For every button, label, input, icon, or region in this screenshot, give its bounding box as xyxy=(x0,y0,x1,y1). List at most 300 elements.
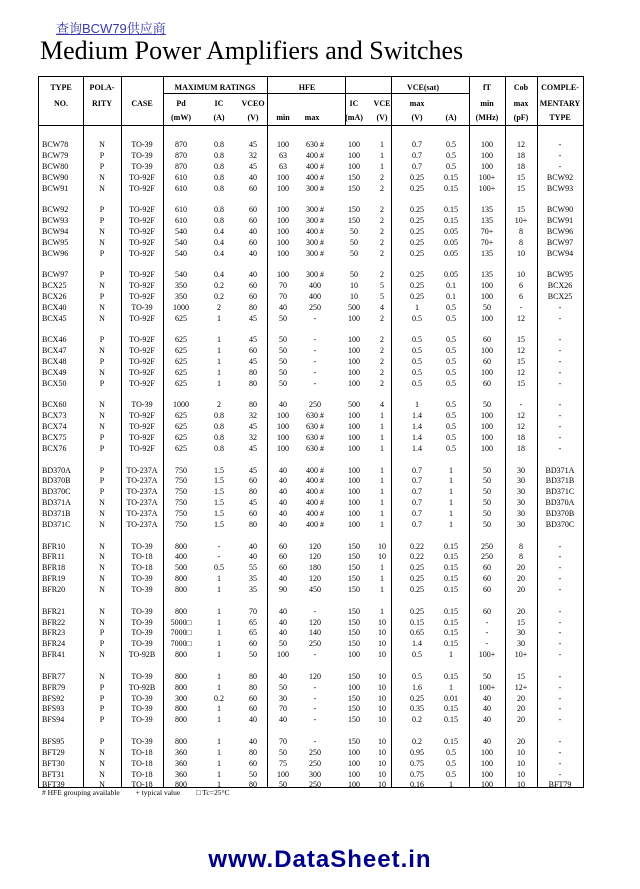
cell-cob: 12 xyxy=(517,368,525,377)
cell-type: BCW93 xyxy=(42,216,69,225)
cell-polarity: N xyxy=(99,509,105,519)
hdr-rity: RITY xyxy=(91,99,113,108)
cell-cob: 12 xyxy=(517,313,525,323)
cell-case: TO-39 xyxy=(131,140,153,149)
cell-vceo: 60 xyxy=(249,704,257,714)
cell-hfe-vce: 2 xyxy=(380,357,384,367)
cell-complement: - xyxy=(558,736,562,746)
cell-ft: 250 xyxy=(481,552,493,562)
cell-ft: 100 xyxy=(481,346,493,356)
cell-type: BFR10 xyxy=(42,541,66,551)
cell-hfe-min: 100 xyxy=(277,216,289,225)
cell-ic: 1.5 xyxy=(214,487,224,497)
table-row xyxy=(39,367,583,378)
cell-complement: BCX26 xyxy=(547,281,573,291)
cell-vcesat-a: 0.01 xyxy=(444,693,458,703)
cell-polarity: N xyxy=(99,183,105,193)
table-row xyxy=(39,475,583,486)
cell-hfe-vce: 4 xyxy=(380,302,384,312)
cell-vcesat-a: 0.15 xyxy=(444,585,458,595)
cell-polarity: N xyxy=(99,520,105,529)
cell-hfe-ic: 100 xyxy=(348,357,360,367)
cell-hfe-vce: 1 xyxy=(380,498,384,508)
cell-case: TO-92F xyxy=(129,411,155,421)
cell-vcesat: 1 xyxy=(415,302,419,312)
cell-polarity: N xyxy=(99,368,105,377)
table-row xyxy=(39,410,583,421)
cell-vceo: 55 xyxy=(249,563,257,573)
table-row xyxy=(39,508,583,519)
cell-pd: 800 xyxy=(175,671,187,681)
cell-hfe-ic: 150 xyxy=(348,617,360,627)
cell-vcesat-a: 0.5 xyxy=(446,444,456,453)
cell-hfe-max: 300 # xyxy=(306,248,324,258)
cell-vcesat-a: 0.15 xyxy=(444,574,458,584)
cell-vceo: 40 xyxy=(249,248,257,258)
cell-pd: 800 xyxy=(175,780,187,790)
cell-cob: 15 xyxy=(517,378,525,388)
cell-hfe-max: 250 xyxy=(309,400,321,410)
cell-vcesat-a: 1 xyxy=(449,465,453,475)
cell-ic: 1 xyxy=(217,671,221,681)
cell-cob: 10 xyxy=(517,769,525,779)
cell-vcesat: 0.5 xyxy=(412,335,422,345)
table-row xyxy=(39,421,583,432)
cell-ft: 100 xyxy=(481,422,493,432)
cell-hfe-max: 400 # xyxy=(306,520,324,529)
table-row xyxy=(39,183,583,194)
cell-case: TO-92F xyxy=(129,216,155,225)
cell-vcesat-a: 0.5 xyxy=(446,161,456,171)
cell-vcesat-a: 0.05 xyxy=(444,248,458,258)
cell-hfe-ic: 100 xyxy=(348,682,360,692)
cell-hfe-min: 50 xyxy=(279,368,287,377)
cell-hfe-max: 400 xyxy=(309,292,321,301)
hdr-ic: IC xyxy=(214,99,224,108)
cell-hfe-vce: 1 xyxy=(380,465,384,475)
cell-hfe-max: 300 # xyxy=(306,237,324,247)
hdr-ic-unit: (A) xyxy=(213,113,225,122)
cell-case: TO-39 xyxy=(131,693,153,703)
page-title: Medium Power Amplifiers and Switches xyxy=(40,36,464,65)
cell-vcesat: 0.7 xyxy=(412,520,422,529)
cell-ft: - xyxy=(485,617,489,627)
cell-ic: 1 xyxy=(217,650,221,660)
cell-hfe-max: 300 # xyxy=(306,205,324,215)
table-row xyxy=(39,638,583,649)
cell-hfe-vce: 1 xyxy=(380,140,384,149)
cell-vceo: 50 xyxy=(249,650,257,660)
cell-polarity: P xyxy=(99,715,105,725)
cell-pd: 625 xyxy=(175,368,187,377)
cell-hfe-max: 630 # xyxy=(306,140,324,149)
cell-hfe-vce: 1 xyxy=(380,161,384,171)
cell-case: TO-92F xyxy=(129,270,155,280)
cell-hfe-ic: 150 xyxy=(348,736,360,746)
cell-polarity: N xyxy=(99,541,105,551)
cell-hfe-min: 100 xyxy=(277,183,289,193)
cell-hfe-vce: 1 xyxy=(380,150,384,160)
cell-pd: 870 xyxy=(175,150,187,160)
cell-vcesat: 1.4 xyxy=(412,444,422,453)
cell-cob: 18 xyxy=(517,433,525,443)
cell-type: BFR22 xyxy=(42,617,66,627)
brand-watermark: www.DataSheet.in xyxy=(208,846,432,873)
cell-complement: - xyxy=(558,541,562,551)
cell-hfe-min: 100 xyxy=(277,650,289,660)
cell-case: TO-92F xyxy=(129,335,155,345)
cell-complement: - xyxy=(558,606,562,616)
cell-vceo: 60 xyxy=(249,237,257,247)
cell-pd: 800 xyxy=(175,585,187,595)
cell-pd: 800 xyxy=(175,682,187,692)
cell-cob: 15 xyxy=(517,671,525,681)
table-row xyxy=(39,682,583,693)
cell-hfe-vce: 10 xyxy=(378,715,386,725)
cell-hfe-min: 50 xyxy=(279,639,287,649)
cell-hfe-min: 75 xyxy=(279,758,287,768)
cell-hfe-ic: 50 xyxy=(350,248,358,258)
cell-hfe-ic: 500 xyxy=(348,400,360,410)
cell-hfe-max: 300 # xyxy=(306,270,324,280)
table-row xyxy=(39,356,583,367)
cell-hfe-ic: 100 xyxy=(348,368,360,377)
cell-case: TO-92F xyxy=(129,237,155,247)
cell-case: TO-237A xyxy=(126,465,158,475)
cell-pd: 5000□ xyxy=(170,617,192,627)
cell-pd: 360 xyxy=(175,747,187,757)
cell-vcesat-a: 0.5 xyxy=(446,302,456,312)
cell-complement: BCW94 xyxy=(546,248,574,258)
cell-pd: 800 xyxy=(175,736,187,746)
cell-complement: - xyxy=(558,368,562,377)
cell-hfe-max: 300 # xyxy=(306,216,324,225)
cell-hfe-max: 120 xyxy=(309,574,321,584)
cell-vceo: 65 xyxy=(249,617,257,627)
cell-vcesat-a: 1 xyxy=(449,682,453,692)
cell-vceo: 35 xyxy=(249,574,257,584)
cell-type: BD370C xyxy=(42,487,71,497)
header-rule xyxy=(391,93,469,94)
cell-pd: 870 xyxy=(175,161,187,171)
cell-vcesat: 0.7 xyxy=(412,140,422,149)
cell-complement: - xyxy=(558,563,562,573)
cell-pd: 7000□ xyxy=(170,639,192,649)
cell-cob: 30 xyxy=(517,487,525,497)
cell-vcesat-a: 0.15 xyxy=(444,172,458,182)
cell-pd: 625 xyxy=(175,411,187,421)
cell-vcesat: 0.25 xyxy=(410,205,424,215)
cell-complement: - xyxy=(558,758,562,768)
cell-pd: 625 xyxy=(175,422,187,432)
cell-hfe-max: 180 xyxy=(309,563,321,573)
cell-vcesat-a: 0.15 xyxy=(444,628,458,638)
table-row xyxy=(39,291,583,302)
cell-vcesat: 0.25 xyxy=(410,292,424,301)
table-row xyxy=(39,519,583,530)
cell-hfe-ic: 100 xyxy=(348,422,360,432)
cell-cob: 20 xyxy=(517,574,525,584)
table-row xyxy=(39,562,583,573)
cell-type: BFR41 xyxy=(42,650,66,660)
cell-ft: 60 xyxy=(483,378,491,388)
cell-ic: 0.4 xyxy=(214,270,224,280)
cell-hfe-min: 100 xyxy=(277,237,289,247)
cell-case: TO-92F xyxy=(129,313,155,323)
cell-ft: 70+ xyxy=(480,226,494,236)
cell-type: BCW79 xyxy=(42,150,69,160)
cell-type: BFS94 xyxy=(42,715,65,725)
hdr-pola: POLA- xyxy=(89,83,115,92)
cell-vcesat-a: 1 xyxy=(449,520,453,529)
cell-hfe-ic: 50 xyxy=(350,270,358,280)
cell-vceo: 80 xyxy=(249,400,257,410)
cell-polarity: N xyxy=(99,780,105,790)
cell-hfe-ic: 50 xyxy=(350,237,358,247)
cell-ft: 40 xyxy=(483,715,491,725)
cell-vceo: 65 xyxy=(249,628,257,638)
hdr-type: TYPE xyxy=(50,83,72,92)
cell-case: TO-39 xyxy=(131,150,153,160)
cell-ft: 100 xyxy=(481,444,493,453)
cell-type: BFR18 xyxy=(42,563,66,573)
cell-ic: 1 xyxy=(217,606,221,616)
cell-case: TO-92F xyxy=(129,444,155,453)
cell-hfe-vce: 1 xyxy=(380,487,384,497)
cell-type: BFR11 xyxy=(42,552,65,562)
cell-hfe-ic: 100 xyxy=(348,444,360,453)
cell-complement: - xyxy=(558,422,562,432)
cell-ic: 1 xyxy=(217,715,221,725)
cell-complement: BCW97 xyxy=(546,237,574,247)
cell-pd: 625 xyxy=(175,346,187,356)
cell-vcesat: 0.7 xyxy=(412,509,422,519)
cell-ic: 0.8 xyxy=(214,216,224,225)
cell-hfe-vce: 2 xyxy=(380,237,384,247)
cell-complement: - xyxy=(558,433,562,443)
cell-hfe-min: 100 xyxy=(277,270,289,280)
cell-vceo: 60 xyxy=(249,509,257,519)
cell-ic: 1 xyxy=(217,736,221,746)
cell-vcesat: 1 xyxy=(415,400,419,410)
cell-type: BFR19 xyxy=(42,574,66,584)
cell-hfe-vce: 1 xyxy=(380,476,384,486)
cell-vcesat-a: 0.15 xyxy=(444,617,458,627)
hdr-hfe-vce-unit: (V) xyxy=(376,113,388,122)
cell-hfe-max: - xyxy=(313,606,317,616)
cell-hfe-min: 50 xyxy=(279,335,287,345)
footnote-typical: + typical value xyxy=(135,788,181,797)
cell-case: TO-92F xyxy=(129,422,155,432)
cell-type: BD371C xyxy=(42,520,71,529)
cell-polarity: N xyxy=(99,172,105,182)
cell-hfe-vce: 10 xyxy=(378,671,386,681)
cell-ft: 100+ xyxy=(478,650,496,660)
cell-ft: 100 xyxy=(481,433,493,443)
cell-ic: 1.5 xyxy=(214,465,224,475)
cell-type: BFT30 xyxy=(42,758,65,768)
cell-hfe-min: 40 xyxy=(279,509,287,519)
cell-cob: 30 xyxy=(517,476,525,486)
cell-cob: 10 xyxy=(517,780,525,790)
cell-vceo: 80 xyxy=(249,747,257,757)
cell-vceo: 60 xyxy=(249,346,257,356)
cell-hfe-vce: 10 xyxy=(378,780,386,790)
cell-pd: 800 xyxy=(175,574,187,584)
cell-vceo: 45 xyxy=(249,335,257,345)
cell-pd: 625 xyxy=(175,313,187,323)
cell-pd: 625 xyxy=(175,444,187,453)
cell-ft: 135 xyxy=(481,205,493,215)
cell-hfe-ic: 100 xyxy=(348,411,360,421)
cell-type: BCX60 xyxy=(42,400,67,410)
cell-case: TO-92F xyxy=(129,292,155,301)
cell-vcesat: 0.25 xyxy=(410,563,424,573)
cell-type: BD371A xyxy=(42,498,71,508)
cell-hfe-min: 100 xyxy=(277,248,289,258)
cell-cob: 20 xyxy=(517,693,525,703)
table-row xyxy=(39,313,583,324)
cell-cob: 30 xyxy=(517,628,525,638)
cell-case: TO-39 xyxy=(131,628,153,638)
cell-cob: 10 xyxy=(517,270,525,280)
cell-pd: 625 xyxy=(175,433,187,443)
table-row xyxy=(39,399,583,410)
cell-polarity: N xyxy=(99,237,105,247)
hdr-vceo-unit: (V) xyxy=(247,113,259,122)
table-row xyxy=(39,617,583,628)
cell-hfe-vce: 1 xyxy=(380,422,384,432)
cell-vcesat-a: 0.5 xyxy=(446,769,456,779)
cell-complement: - xyxy=(558,411,562,421)
cell-case: TO-18 xyxy=(131,747,153,757)
cell-complement: BFT79 xyxy=(548,780,572,790)
cell-pd: 400 xyxy=(175,552,187,562)
table-row xyxy=(39,432,583,443)
cell-vcesat-a: 0.15 xyxy=(444,552,458,562)
cell-vcesat: 1.4 xyxy=(412,433,422,443)
cell-case: TO-39 xyxy=(131,617,153,627)
cell-hfe-min: 100 xyxy=(277,172,289,182)
cell-case: TO-39 xyxy=(131,736,153,746)
cell-vceo: 40 xyxy=(249,541,257,551)
table-row xyxy=(39,269,583,280)
cell-ic: 0.8 xyxy=(214,183,224,193)
cell-vcesat: 0.95 xyxy=(410,747,424,757)
table-row xyxy=(39,465,583,476)
cell-case: TO-92F xyxy=(129,281,155,291)
table-row xyxy=(39,573,583,584)
cell-hfe-max: 120 xyxy=(309,552,321,562)
cell-hfe-ic: 50 xyxy=(350,226,358,236)
cell-hfe-ic: 150 xyxy=(348,172,360,182)
cell-ic: - xyxy=(217,552,221,562)
cell-hfe-min: 100 xyxy=(277,769,289,779)
cell-pd: 870 xyxy=(175,140,187,149)
cell-vcesat: 0.5 xyxy=(412,346,422,356)
cell-vcesat-a: 0.15 xyxy=(444,639,458,649)
hdr-comp-type: TYPE xyxy=(549,113,571,122)
cell-vcesat: 0.5 xyxy=(412,671,422,681)
cell-hfe-vce: 1 xyxy=(380,563,384,573)
cell-pd: 540 xyxy=(175,226,187,236)
table-row xyxy=(39,334,583,345)
table-row xyxy=(39,736,583,747)
cell-hfe-ic: 100 xyxy=(348,520,360,529)
cell-polarity: P xyxy=(99,487,105,497)
cell-hfe-min: 40 xyxy=(279,476,287,486)
cell-hfe-max: 300 # xyxy=(306,183,324,193)
cell-ft: 60 xyxy=(483,585,491,595)
cell-ic: 1 xyxy=(217,628,221,638)
cell-vceo: 80 xyxy=(249,520,257,529)
cell-vceo: 45 xyxy=(249,422,257,432)
supplier-link[interactable]: 查询BCW79供应商 xyxy=(56,21,166,36)
table-row xyxy=(39,161,583,172)
cell-polarity: N xyxy=(99,281,105,291)
cell-case: TO-39 xyxy=(131,302,153,312)
cell-polarity: N xyxy=(99,302,105,312)
cell-complement: - xyxy=(558,671,562,681)
cell-complement: BD371C xyxy=(545,487,575,497)
cell-pd: 300 xyxy=(175,693,187,703)
cell-hfe-ic: 150 xyxy=(348,183,360,193)
cell-ft: 50 xyxy=(483,520,491,529)
cell-vcesat: 0.7 xyxy=(412,487,422,497)
cell-polarity: N xyxy=(99,617,105,627)
cell-vcesat: 0.7 xyxy=(412,161,422,171)
cell-hfe-max: - xyxy=(313,704,317,714)
cell-vceo: 60 xyxy=(249,205,257,215)
cell-ft: 250 xyxy=(481,541,493,551)
cell-polarity: P xyxy=(99,693,105,703)
cell-cob: 20 xyxy=(517,585,525,595)
cell-case: TO-39 xyxy=(131,541,153,551)
cell-pd: 800 xyxy=(175,715,187,725)
cell-vcesat: 0.25 xyxy=(410,281,424,291)
cell-vceo: 60 xyxy=(249,476,257,486)
hdr-hfe-ic: IC xyxy=(349,99,359,108)
cell-ft: 60 xyxy=(483,574,491,584)
cell-ic: 0.2 xyxy=(214,292,224,301)
cell-hfe-vce: 2 xyxy=(380,172,384,182)
cell-cob: 30 xyxy=(517,465,525,475)
cell-type: BCX47 xyxy=(42,346,67,356)
cell-polarity: N xyxy=(99,313,105,323)
cell-cob: 20 xyxy=(517,715,525,725)
cell-hfe-ic: 150 xyxy=(348,205,360,215)
cell-vceo: 80 xyxy=(249,378,257,388)
cell-polarity: P xyxy=(99,628,105,638)
cell-hfe-vce: 1 xyxy=(380,411,384,421)
cell-hfe-ic: 100 xyxy=(348,335,360,345)
cell-complement: BD371A xyxy=(545,465,575,475)
cell-cob: 12 xyxy=(517,346,525,356)
table-row xyxy=(39,758,583,769)
cell-vceo: 40 xyxy=(249,172,257,182)
cell-complement: - xyxy=(558,444,562,453)
cell-vcesat: 0.7 xyxy=(412,150,422,160)
cell-vceo: 45 xyxy=(249,465,257,475)
spec-table xyxy=(38,76,584,788)
cell-hfe-min: 60 xyxy=(279,552,287,562)
cell-hfe-max: 120 xyxy=(309,541,321,551)
cell-hfe-min: 30 xyxy=(279,693,287,703)
cell-hfe-ic: 150 xyxy=(348,552,360,562)
cell-polarity: N xyxy=(99,422,105,432)
cell-vcesat: 1.4 xyxy=(412,639,422,649)
cell-case: TO-92B xyxy=(128,650,156,660)
